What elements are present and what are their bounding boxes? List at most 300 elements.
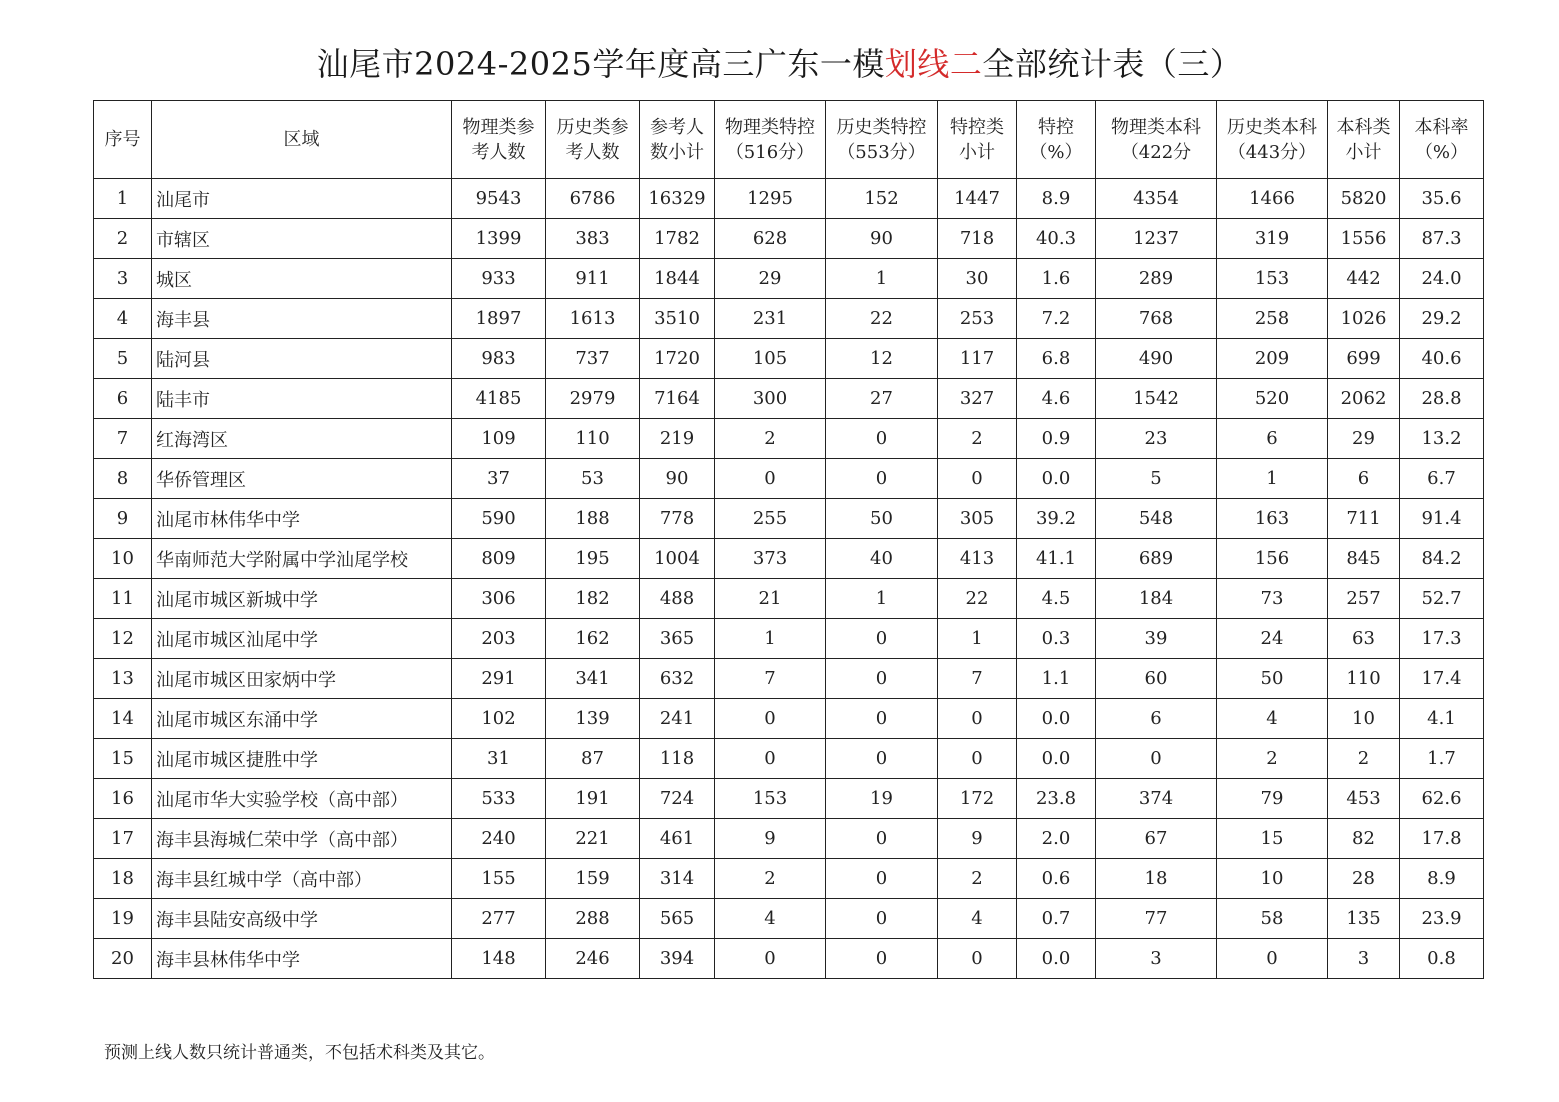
region-cell: 海丰县海城仁荣中学（高中部）	[152, 819, 452, 859]
column-header-line: 考人数	[471, 141, 526, 163]
value-cell: 2.0	[1017, 819, 1096, 859]
value-cell: 4	[938, 899, 1017, 939]
value-cell: 12	[826, 339, 938, 379]
table-row	[94, 819, 1484, 859]
value-cell: 9	[715, 819, 826, 859]
value-cell: 23	[1096, 419, 1217, 459]
value-cell: 24	[1217, 619, 1328, 659]
row-index-cell: 18	[94, 859, 152, 899]
value-cell: 172	[938, 779, 1017, 819]
page-title	[0, 40, 1559, 88]
value-cell: 4.5	[1017, 579, 1096, 619]
value-cell: 442	[1328, 259, 1400, 299]
value-cell: 4.1	[1400, 699, 1484, 739]
value-cell: 8.9	[1400, 859, 1484, 899]
value-cell: 37	[452, 459, 546, 499]
column-header	[546, 101, 640, 179]
value-cell: 109	[452, 419, 546, 459]
value-cell: 18	[1096, 859, 1217, 899]
value-cell: 23.9	[1400, 899, 1484, 939]
column-header-line: 本科率	[1414, 116, 1469, 138]
value-cell: 253	[938, 299, 1017, 339]
value-cell: 7.2	[1017, 299, 1096, 339]
table-row	[94, 379, 1484, 419]
value-cell: 1	[938, 619, 1017, 659]
value-cell: 73	[1217, 579, 1328, 619]
value-cell: 0	[1096, 739, 1217, 779]
region-cell: 城区	[152, 259, 452, 299]
value-cell: 90	[640, 459, 715, 499]
value-cell: 8.9	[1017, 179, 1096, 219]
value-cell: 2	[1328, 739, 1400, 779]
value-cell: 305	[938, 499, 1017, 539]
header-row	[94, 101, 1484, 179]
value-cell: 632	[640, 659, 715, 699]
value-cell: 533	[452, 779, 546, 819]
row-index-cell: 14	[94, 699, 152, 739]
value-cell: 737	[546, 339, 640, 379]
region-cell: 华南师范大学附属中学汕尾学校	[152, 539, 452, 579]
value-cell: 1447	[938, 179, 1017, 219]
table-row	[94, 299, 1484, 339]
column-header-line: 物理类本科	[1111, 116, 1201, 138]
value-cell: 82	[1328, 819, 1400, 859]
value-cell: 2	[715, 419, 826, 459]
column-header	[452, 101, 546, 179]
value-cell: 291	[452, 659, 546, 699]
value-cell: 209	[1217, 339, 1328, 379]
value-cell: 2	[715, 859, 826, 899]
value-cell: 1897	[452, 299, 546, 339]
value-cell: 1	[1217, 459, 1328, 499]
value-cell: 2062	[1328, 379, 1400, 419]
value-cell: 62.6	[1400, 779, 1484, 819]
value-cell: 29.2	[1400, 299, 1484, 339]
region-cell: 市辖区	[152, 219, 452, 259]
value-cell: 17.8	[1400, 819, 1484, 859]
region-cell: 海丰县	[152, 299, 452, 339]
value-cell: 53	[546, 459, 640, 499]
column-header-line: （%）	[1414, 141, 1469, 163]
value-cell: 4	[1217, 699, 1328, 739]
value-cell: 0	[826, 939, 938, 979]
region-cell: 海丰县红城中学（高中部）	[152, 859, 452, 899]
value-cell: 52.7	[1400, 579, 1484, 619]
region-cell: 汕尾市城区东涌中学	[152, 699, 452, 739]
value-cell: 4.6	[1017, 379, 1096, 419]
value-cell: 110	[546, 419, 640, 459]
value-cell: 41.1	[1017, 539, 1096, 579]
row-index-cell: 10	[94, 539, 152, 579]
value-cell: 590	[452, 499, 546, 539]
value-cell: 0	[938, 459, 1017, 499]
value-cell: 22	[826, 299, 938, 339]
value-cell: 15	[1217, 819, 1328, 859]
value-cell: 24.0	[1400, 259, 1484, 299]
value-cell: 768	[1096, 299, 1217, 339]
value-cell: 983	[452, 339, 546, 379]
region-cell: 海丰县林伟华中学	[152, 939, 452, 979]
region-cell: 汕尾市城区汕尾中学	[152, 619, 452, 659]
value-cell: 314	[640, 859, 715, 899]
value-cell: 933	[452, 259, 546, 299]
column-header-line: 本科类	[1336, 116, 1391, 138]
value-cell: 29	[715, 259, 826, 299]
column-header	[1017, 101, 1096, 179]
value-cell: 300	[715, 379, 826, 419]
value-cell: 413	[938, 539, 1017, 579]
row-index-cell: 15	[94, 739, 152, 779]
value-cell: 288	[546, 899, 640, 939]
value-cell: 10	[1217, 859, 1328, 899]
row-index-cell: 8	[94, 459, 152, 499]
value-cell: 1399	[452, 219, 546, 259]
value-cell: 699	[1328, 339, 1400, 379]
column-header-line: （443分）	[1227, 141, 1317, 163]
value-cell: 1295	[715, 179, 826, 219]
value-cell: 0	[715, 699, 826, 739]
value-cell: 6	[1096, 699, 1217, 739]
value-cell: 60	[1096, 659, 1217, 699]
value-cell: 0	[715, 939, 826, 979]
value-cell: 50	[1217, 659, 1328, 699]
value-cell: 2	[1217, 739, 1328, 779]
value-cell: 27	[826, 379, 938, 419]
value-cell: 0	[826, 819, 938, 859]
value-cell: 1	[826, 579, 938, 619]
value-cell: 0	[715, 459, 826, 499]
table-row	[94, 179, 1484, 219]
column-header	[1400, 101, 1484, 179]
table-row	[94, 619, 1484, 659]
value-cell: 191	[546, 779, 640, 819]
row-index-cell: 20	[94, 939, 152, 979]
column-header	[1328, 101, 1400, 179]
value-cell: 19	[826, 779, 938, 819]
column-header	[826, 101, 938, 179]
table-row	[94, 539, 1484, 579]
value-cell: 453	[1328, 779, 1400, 819]
value-cell: 77	[1096, 899, 1217, 939]
value-cell: 7164	[640, 379, 715, 419]
value-cell: 0	[938, 739, 1017, 779]
value-cell: 306	[452, 579, 546, 619]
value-cell: 1720	[640, 339, 715, 379]
value-cell: 6786	[546, 179, 640, 219]
value-cell: 711	[1328, 499, 1400, 539]
value-cell: 461	[640, 819, 715, 859]
column-header-line: 特控类	[950, 116, 1004, 138]
column-header	[715, 101, 826, 179]
column-header-line: 物理类参	[462, 116, 535, 138]
value-cell: 1844	[640, 259, 715, 299]
value-cell: 0	[826, 619, 938, 659]
value-cell: 1542	[1096, 379, 1217, 419]
region-cell: 汕尾市城区捷胜中学	[152, 739, 452, 779]
table-row	[94, 459, 1484, 499]
value-cell: 365	[640, 619, 715, 659]
region-cell: 汕尾市城区田家炳中学	[152, 659, 452, 699]
column-header-line: （516分）	[725, 141, 815, 163]
value-cell: 520	[1217, 379, 1328, 419]
table-body	[94, 179, 1484, 979]
value-cell: 87	[546, 739, 640, 779]
column-header-line: 序号	[104, 129, 141, 150]
value-cell: 6	[1328, 459, 1400, 499]
row-index-cell: 19	[94, 899, 152, 939]
value-cell: 2	[938, 859, 1017, 899]
value-cell: 87.3	[1400, 219, 1484, 259]
region-cell: 陆丰市	[152, 379, 452, 419]
value-cell: 3	[1096, 939, 1217, 979]
column-header-line: 参考人	[650, 116, 704, 138]
value-cell: 341	[546, 659, 640, 699]
value-cell: 1613	[546, 299, 640, 339]
value-cell: 490	[1096, 339, 1217, 379]
value-cell: 188	[546, 499, 640, 539]
value-cell: 231	[715, 299, 826, 339]
value-cell: 689	[1096, 539, 1217, 579]
value-cell: 0.9	[1017, 419, 1096, 459]
value-cell: 155	[452, 859, 546, 899]
value-cell: 319	[1217, 219, 1328, 259]
column-header-line: （553分）	[837, 141, 926, 163]
row-index-cell: 4	[94, 299, 152, 339]
value-cell: 152	[826, 179, 938, 219]
table-row	[94, 219, 1484, 259]
value-cell: 0.8	[1400, 939, 1484, 979]
value-cell: 255	[715, 499, 826, 539]
value-cell: 5	[1096, 459, 1217, 499]
value-cell: 30	[938, 259, 1017, 299]
value-cell: 4185	[452, 379, 546, 419]
value-cell: 58	[1217, 899, 1328, 939]
value-cell: 13.2	[1400, 419, 1484, 459]
value-cell: 289	[1096, 259, 1217, 299]
column-header-line: 特控	[1038, 116, 1074, 138]
column-header-line: （422分	[1120, 141, 1192, 163]
value-cell: 0	[715, 739, 826, 779]
value-cell: 17.3	[1400, 619, 1484, 659]
value-cell: 135	[1328, 899, 1400, 939]
value-cell: 1782	[640, 219, 715, 259]
title-highlight: 划线二	[884, 45, 983, 83]
value-cell: 718	[938, 219, 1017, 259]
value-cell: 16329	[640, 179, 715, 219]
value-cell: 6.7	[1400, 459, 1484, 499]
value-cell: 10	[1328, 699, 1400, 739]
value-cell: 1237	[1096, 219, 1217, 259]
value-cell: 9543	[452, 179, 546, 219]
footnote: 预测上线人数只统计普通类，不包括术科类及其它。	[104, 1043, 495, 1063]
value-cell: 39.2	[1017, 499, 1096, 539]
column-header	[94, 101, 152, 179]
value-cell: 374	[1096, 779, 1217, 819]
column-header	[152, 101, 452, 179]
value-cell: 5820	[1328, 179, 1400, 219]
value-cell: 9	[938, 819, 1017, 859]
value-cell: 21	[715, 579, 826, 619]
column-header	[938, 101, 1017, 179]
region-cell: 汕尾市林伟华中学	[152, 499, 452, 539]
value-cell: 2	[938, 419, 1017, 459]
value-cell: 31	[452, 739, 546, 779]
table-row	[94, 779, 1484, 819]
value-cell: 39	[1096, 619, 1217, 659]
value-cell: 383	[546, 219, 640, 259]
title-prefix: 汕尾市2024-2025学年度高三广东一模	[316, 45, 885, 83]
table-row	[94, 339, 1484, 379]
row-index-cell: 3	[94, 259, 152, 299]
value-cell: 0	[826, 459, 938, 499]
table-row	[94, 419, 1484, 459]
value-cell: 156	[1217, 539, 1328, 579]
title-suffix: 全部统计表（三）	[982, 45, 1243, 83]
value-cell: 0	[938, 699, 1017, 739]
value-cell: 6	[1217, 419, 1328, 459]
value-cell: 0	[826, 859, 938, 899]
row-index-cell: 6	[94, 379, 152, 419]
column-header	[1217, 101, 1328, 179]
value-cell: 0	[826, 699, 938, 739]
column-header-line: 历史类本科	[1227, 116, 1317, 138]
value-cell: 1.6	[1017, 259, 1096, 299]
value-cell: 67	[1096, 819, 1217, 859]
value-cell: 246	[546, 939, 640, 979]
region-cell: 陆河县	[152, 339, 452, 379]
value-cell: 778	[640, 499, 715, 539]
value-cell: 1026	[1328, 299, 1400, 339]
value-cell: 1.1	[1017, 659, 1096, 699]
value-cell: 1466	[1217, 179, 1328, 219]
row-index-cell: 12	[94, 619, 152, 659]
value-cell: 373	[715, 539, 826, 579]
column-header	[640, 101, 715, 179]
value-cell: 182	[546, 579, 640, 619]
region-cell: 红海湾区	[152, 419, 452, 459]
value-cell: 90	[826, 219, 938, 259]
row-index-cell: 5	[94, 339, 152, 379]
value-cell: 105	[715, 339, 826, 379]
value-cell: 845	[1328, 539, 1400, 579]
row-index-cell: 7	[94, 419, 152, 459]
value-cell: 0.7	[1017, 899, 1096, 939]
value-cell: 184	[1096, 579, 1217, 619]
value-cell: 0	[1217, 939, 1328, 979]
value-cell: 219	[640, 419, 715, 459]
value-cell: 117	[938, 339, 1017, 379]
value-cell: 29	[1328, 419, 1400, 459]
value-cell: 0.3	[1017, 619, 1096, 659]
value-cell: 565	[640, 899, 715, 939]
value-cell: 63	[1328, 619, 1400, 659]
region-cell: 华侨管理区	[152, 459, 452, 499]
table-row	[94, 659, 1484, 699]
value-cell: 911	[546, 259, 640, 299]
value-cell: 148	[452, 939, 546, 979]
value-cell: 3	[1328, 939, 1400, 979]
column-header-line: 区域	[283, 129, 320, 150]
column-header-line: 数小计	[650, 141, 704, 163]
column-header-line: 历史类参	[556, 116, 629, 138]
value-cell: 0.0	[1017, 739, 1096, 779]
value-cell: 163	[1217, 499, 1328, 539]
value-cell: 1	[715, 619, 826, 659]
value-cell: 159	[546, 859, 640, 899]
value-cell: 3510	[640, 299, 715, 339]
table-row	[94, 739, 1484, 779]
value-cell: 1.7	[1400, 739, 1484, 779]
column-header	[1096, 101, 1217, 179]
row-index-cell: 1	[94, 179, 152, 219]
table-row	[94, 899, 1484, 939]
value-cell: 6.8	[1017, 339, 1096, 379]
table-row	[94, 259, 1484, 299]
column-header-line: 小计	[1345, 141, 1382, 163]
value-cell: 394	[640, 939, 715, 979]
value-cell: 102	[452, 699, 546, 739]
value-cell: 240	[452, 819, 546, 859]
value-cell: 40.3	[1017, 219, 1096, 259]
value-cell: 7	[938, 659, 1017, 699]
value-cell: 0	[826, 739, 938, 779]
value-cell: 327	[938, 379, 1017, 419]
value-cell: 40.6	[1400, 339, 1484, 379]
value-cell: 110	[1328, 659, 1400, 699]
table-row	[94, 699, 1484, 739]
value-cell: 7	[715, 659, 826, 699]
row-index-cell: 17	[94, 819, 152, 859]
value-cell: 23.8	[1017, 779, 1096, 819]
value-cell: 79	[1217, 779, 1328, 819]
row-index-cell: 11	[94, 579, 152, 619]
value-cell: 277	[452, 899, 546, 939]
value-cell: 50	[826, 499, 938, 539]
value-cell: 548	[1096, 499, 1217, 539]
value-cell: 724	[640, 779, 715, 819]
column-header-line: 历史类特控	[836, 116, 927, 138]
value-cell: 4	[715, 899, 826, 939]
value-cell: 241	[640, 699, 715, 739]
value-cell: 1	[826, 259, 938, 299]
table-row	[94, 499, 1484, 539]
value-cell: 84.2	[1400, 539, 1484, 579]
value-cell: 139	[546, 699, 640, 739]
value-cell: 22	[938, 579, 1017, 619]
value-cell: 0.0	[1017, 699, 1096, 739]
region-cell: 汕尾市城区新城中学	[152, 579, 452, 619]
value-cell: 0.0	[1017, 939, 1096, 979]
value-cell: 257	[1328, 579, 1400, 619]
value-cell: 195	[546, 539, 640, 579]
row-index-cell: 2	[94, 219, 152, 259]
table-header	[94, 101, 1484, 179]
value-cell: 153	[1217, 259, 1328, 299]
region-cell: 海丰县陆安高级中学	[152, 899, 452, 939]
value-cell: 0.0	[1017, 459, 1096, 499]
column-header-line: 小计	[959, 141, 995, 163]
value-cell: 118	[640, 739, 715, 779]
value-cell: 0	[826, 659, 938, 699]
value-cell: 153	[715, 779, 826, 819]
value-cell: 0	[826, 419, 938, 459]
statistics-table	[93, 100, 1484, 979]
column-header-line: 考人数	[565, 141, 620, 163]
value-cell: 221	[546, 819, 640, 859]
value-cell: 28	[1328, 859, 1400, 899]
table-row	[94, 579, 1484, 619]
row-index-cell: 16	[94, 779, 152, 819]
